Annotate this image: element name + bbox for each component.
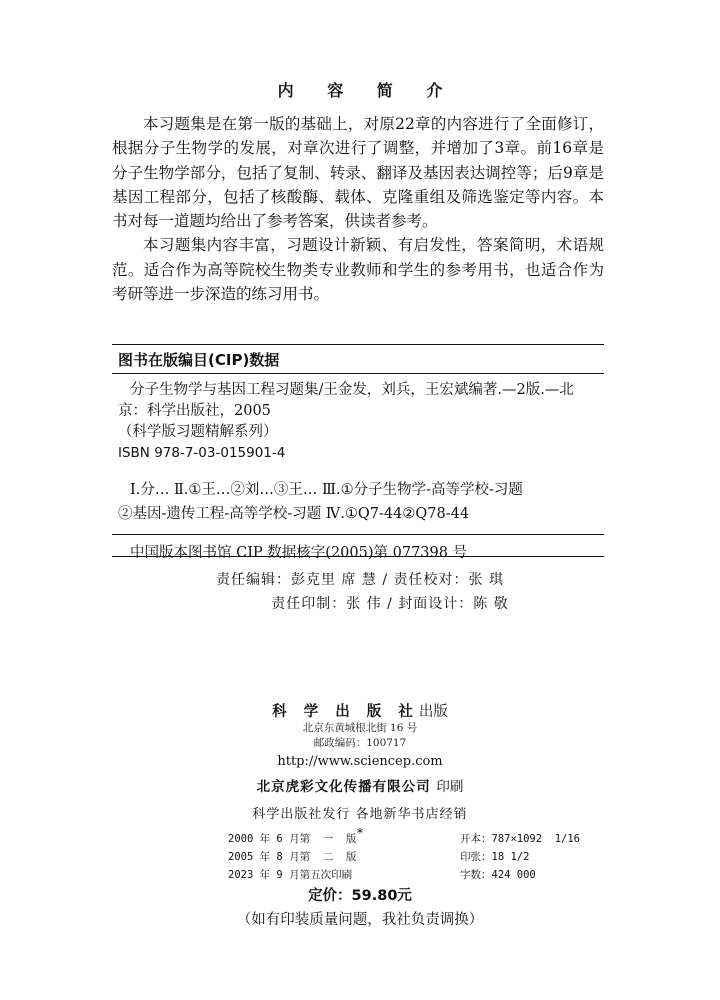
quality-notice: （如有印装质量问题，我社负责调换） [236, 912, 484, 928]
edition-date: 2023 年 9 月第五次印刷 [228, 869, 353, 881]
publisher-name-suffix: 出版 [418, 704, 448, 720]
edition-spec: 开本：787×1092 1/16 [460, 833, 581, 845]
edition-row [228, 848, 580, 866]
publisher-url: http://www.sciencep.com [277, 754, 443, 769]
cip-data-block [112, 344, 604, 561]
cip-heading: 图书在版编目(CIP)数据 [112, 349, 604, 374]
cip-bibliographic-line-2: 京：科学出版社，2005 [118, 403, 271, 419]
printer-suffix: 印刷 [436, 779, 464, 795]
credits-row-1: 责任编辑：彭克里 席 慧 / 责任校对：张 琪 [216, 572, 504, 588]
publisher-name [0, 700, 720, 721]
intro-paragraph-1: 本习题集是在第一版的基础上，对原22章的内容进行了全面修订，根据分子生物学的发展，对章次进行了调整，并增加了3章。前16章是分子生物学部分，包括了复制、转录、翻译及基因表达调控等；后9章是基因工程部分，包括了核酸酶、载体、克隆重组及筛选鉴定等内容。本书对每一道题均给出了参考答案，供读者参考。 [112, 115, 604, 231]
edition-row [228, 830, 580, 848]
publisher-name-text: 科 学 出 版 社 [272, 703, 419, 720]
distribution-line: 科学出版社发行 各地新华书店经销 [252, 807, 468, 822]
edition-info [228, 830, 580, 884]
edition-spec: 字数：424 000 [460, 869, 536, 881]
printer-name [0, 775, 720, 795]
edition-row [228, 866, 580, 884]
cip-bibliographic-line-1: 分子生物学与基因工程习题集/王金发，刘兵，王宏斌编著.—2版.—北 [130, 382, 574, 398]
price: 定价：59.80元 [308, 888, 412, 904]
intro-section [112, 112, 604, 306]
printer-name-text: 北京虎彩文化传播有限公司 [256, 779, 431, 795]
page-title: 内 容 简 介 [277, 81, 457, 100]
cip-number: 中国版本图书馆 CIP 数据核字(2005)第 077398 号 [112, 534, 604, 562]
credits-row-2: 责任印制：张 伟 / 封面设计：陈 敬 [271, 596, 509, 612]
credits-block [0, 568, 720, 616]
separator-star: * [357, 826, 363, 840]
cip-subject-line-2: ②基因-遗传工程-高等学校-习题 Ⅳ.①Q7-44②Q78-44 [118, 506, 470, 522]
cip-subject-line-1: Ⅰ.分… Ⅱ.①王…②刘…③王… Ⅲ.①分子生物学-高等学校-习题 [130, 482, 523, 498]
cip-series: （科学版习题精解系列） [118, 424, 278, 440]
intro-paragraph-2: 本习题集内容丰富，习题设计新颖、有启发性，答案简明，术语规范。适合作为高等院校生物类专业教师和学生的参考用书，也适合作为考研等进一步深造的练习用书。 [112, 236, 604, 304]
edition-date: 2000 年 6 月第 一 版 [228, 833, 357, 845]
publisher-block [0, 700, 720, 840]
publisher-address: 北京东黄城根北街 16 号 [302, 722, 418, 734]
publisher-postcode: 邮政编码：100717 [313, 737, 407, 749]
edition-date: 2005 年 8 月第 二 版 [228, 851, 357, 863]
edition-spec: 印张：18 1/2 [460, 851, 530, 863]
cip-subjects [112, 478, 604, 526]
cip-isbn: ISBN 978-7-03-015901-4 [118, 445, 286, 461]
